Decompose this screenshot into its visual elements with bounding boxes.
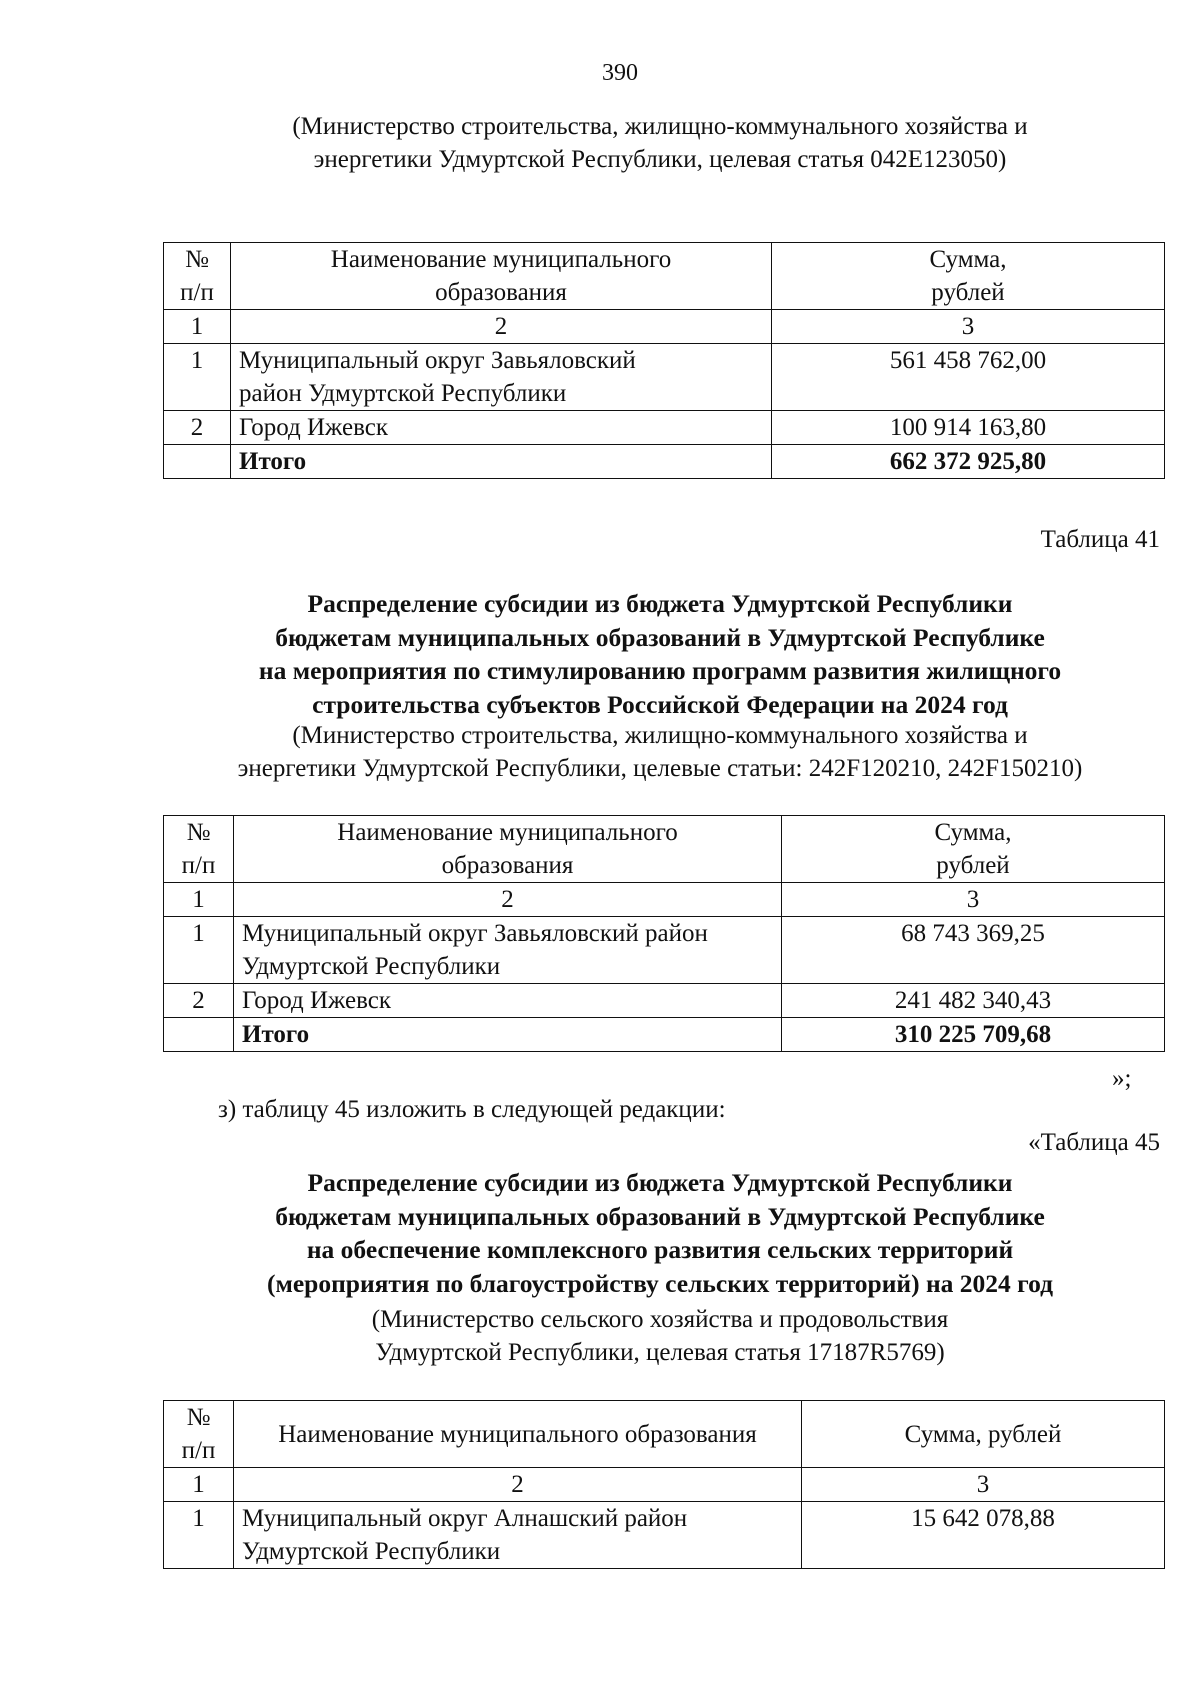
header-num-abbr: п/п [181,1437,216,1464]
row-sum: 100 914 163,80 [772,411,1165,445]
intro-source-line: (Министерство строительства, жилищно-коммунального хозяйства и [292,113,1028,140]
title-line: бюджетам муниципальных образований в Удмуртской Республике [275,1201,1045,1231]
col-number: 1 [164,310,231,344]
table-45-label: «Таблица 45 [1028,1129,1160,1156]
title-line: строительства субъектов Российской Федерации на 2024 год [312,689,1008,719]
header-sum-line: рублей [936,852,1010,879]
row-name-line: Муниципальный округ Алнашский район [242,1505,688,1532]
row-name [234,1502,802,1569]
title-line: на обеспечение комплексного развития сельских территорий [306,1235,1014,1265]
title-line: на мероприятия по стимулированию программ развития жилищного [258,656,1062,686]
row-sum: 561 458 762,00 [772,344,1165,411]
total-label: Итого [234,1018,782,1052]
col-number: 1 [164,1468,234,1502]
col-number: 2 [231,310,772,344]
total-sum: 310 225 709,68 [782,1018,1165,1052]
total-label: Итого [231,445,772,479]
title-line: (мероприятия по благоустройству сельских территорий) на 2024 год [266,1268,1054,1298]
table-row [164,411,1165,445]
source-line: (Министерство строительства, жилищно-коммунального хозяйства и [292,722,1028,749]
title-line: бюджетам муниципальных образований в Удмуртской Республике [275,622,1045,652]
header-num-cell [164,243,231,310]
col-number: 2 [234,883,782,917]
total-sum: 662 372 925,80 [772,445,1165,479]
intro-source-note [160,110,1160,176]
header-name-line: Наименование муниципального [330,246,672,273]
header-sum-line: рублей [931,279,1005,306]
intro-source-line: энергетики Удмуртской Республики, целевая статья 042E123050) [313,146,1007,173]
table-row [164,984,1165,1018]
table-41-source-note [160,719,1160,785]
column-number-row [164,1468,1165,1502]
header-sum-cell [782,816,1165,883]
col-number: 2 [234,1468,802,1502]
page-number: 390 [602,60,638,86]
total-row [164,1018,1165,1052]
header-sum-line: Сумма, [929,246,1007,273]
table-header-row [164,816,1165,883]
table-45-source-note [160,1303,1160,1369]
header-name-cell [234,816,782,883]
table-41 [163,815,1164,1052]
header-num-symbol: № [186,819,211,846]
row-name-line: Удмуртской Республики [242,953,501,980]
col-number: 3 [782,883,1165,917]
source-line: Удмуртской Республики, целевая статья 17187R5769) [375,1339,945,1366]
col-number: 1 [164,883,234,917]
column-number-row [164,883,1165,917]
row-name [234,917,782,984]
table-row [164,917,1165,984]
table-row [164,344,1165,411]
table-row [164,1502,1165,1569]
table-45-title [160,1166,1160,1301]
total-empty-cell [164,1018,234,1052]
table-header-row [164,243,1165,310]
header-num-symbol: № [186,1404,211,1431]
title-line: Распределение субсидии из бюджета Удмуртской Республики [307,1168,1013,1197]
row-name: Город Ижевск [231,411,772,445]
closing-quote-mark: »; [1112,1065,1132,1092]
total-empty-cell [164,445,231,479]
row-name: Город Ижевск [234,984,782,1018]
table-header-row [164,1401,1165,1468]
row-name [231,344,772,411]
total-row [164,445,1165,479]
col-number: 3 [772,310,1165,344]
row-num: 1 [164,917,234,984]
source-line: (Министерство сельского хозяйства и продовольствия [371,1306,949,1333]
table-1 [163,242,1164,479]
header-num-cell [164,1401,234,1468]
header-num-symbol: № [185,246,209,273]
header-num-cell [164,816,234,883]
table-45 [163,1400,1164,1569]
row-num: 2 [164,411,231,445]
header-name-line: образования [441,852,574,879]
row-name-line: Муниципальный округ Завьяловский [239,347,636,374]
row-sum: 68 743 369,25 [782,917,1165,984]
row-name-line: Муниципальный округ Завьяловский район [242,920,708,947]
header-sum-cell [772,243,1165,310]
table-41-label: Таблица 41 [1040,526,1160,553]
amendment-text: з) таблицу 45 изложить в следующей редакции: [218,1096,726,1123]
row-num: 2 [164,984,234,1018]
row-num: 1 [164,344,231,411]
header-name-line: Наименование муниципального [337,819,678,846]
column-number-row [164,310,1165,344]
header-sum-cell: Сумма, рублей [802,1401,1165,1468]
col-number: 3 [802,1468,1165,1502]
row-name-line: Удмуртской Республики [242,1538,501,1565]
header-name-cell: Наименование муниципального образования [234,1401,802,1468]
title-line: Распределение субсидии из бюджета Удмуртской Республики [307,589,1013,618]
row-sum: 15 642 078,88 [802,1502,1165,1569]
header-num-abbr: п/п [180,279,214,306]
source-line: энергетики Удмуртской Республики, целевые статьи: 242F120210, 242F150210) [237,755,1083,782]
row-num: 1 [164,1502,234,1569]
row-name-line: район Удмуртской Республики [239,380,567,407]
header-name-line: образования [435,279,567,306]
table-41-title [160,587,1160,722]
header-sum-line: Сумма, [934,819,1012,846]
row-sum: 241 482 340,43 [782,984,1165,1018]
header-name-cell [231,243,772,310]
header-num-abbr: п/п [181,852,216,879]
